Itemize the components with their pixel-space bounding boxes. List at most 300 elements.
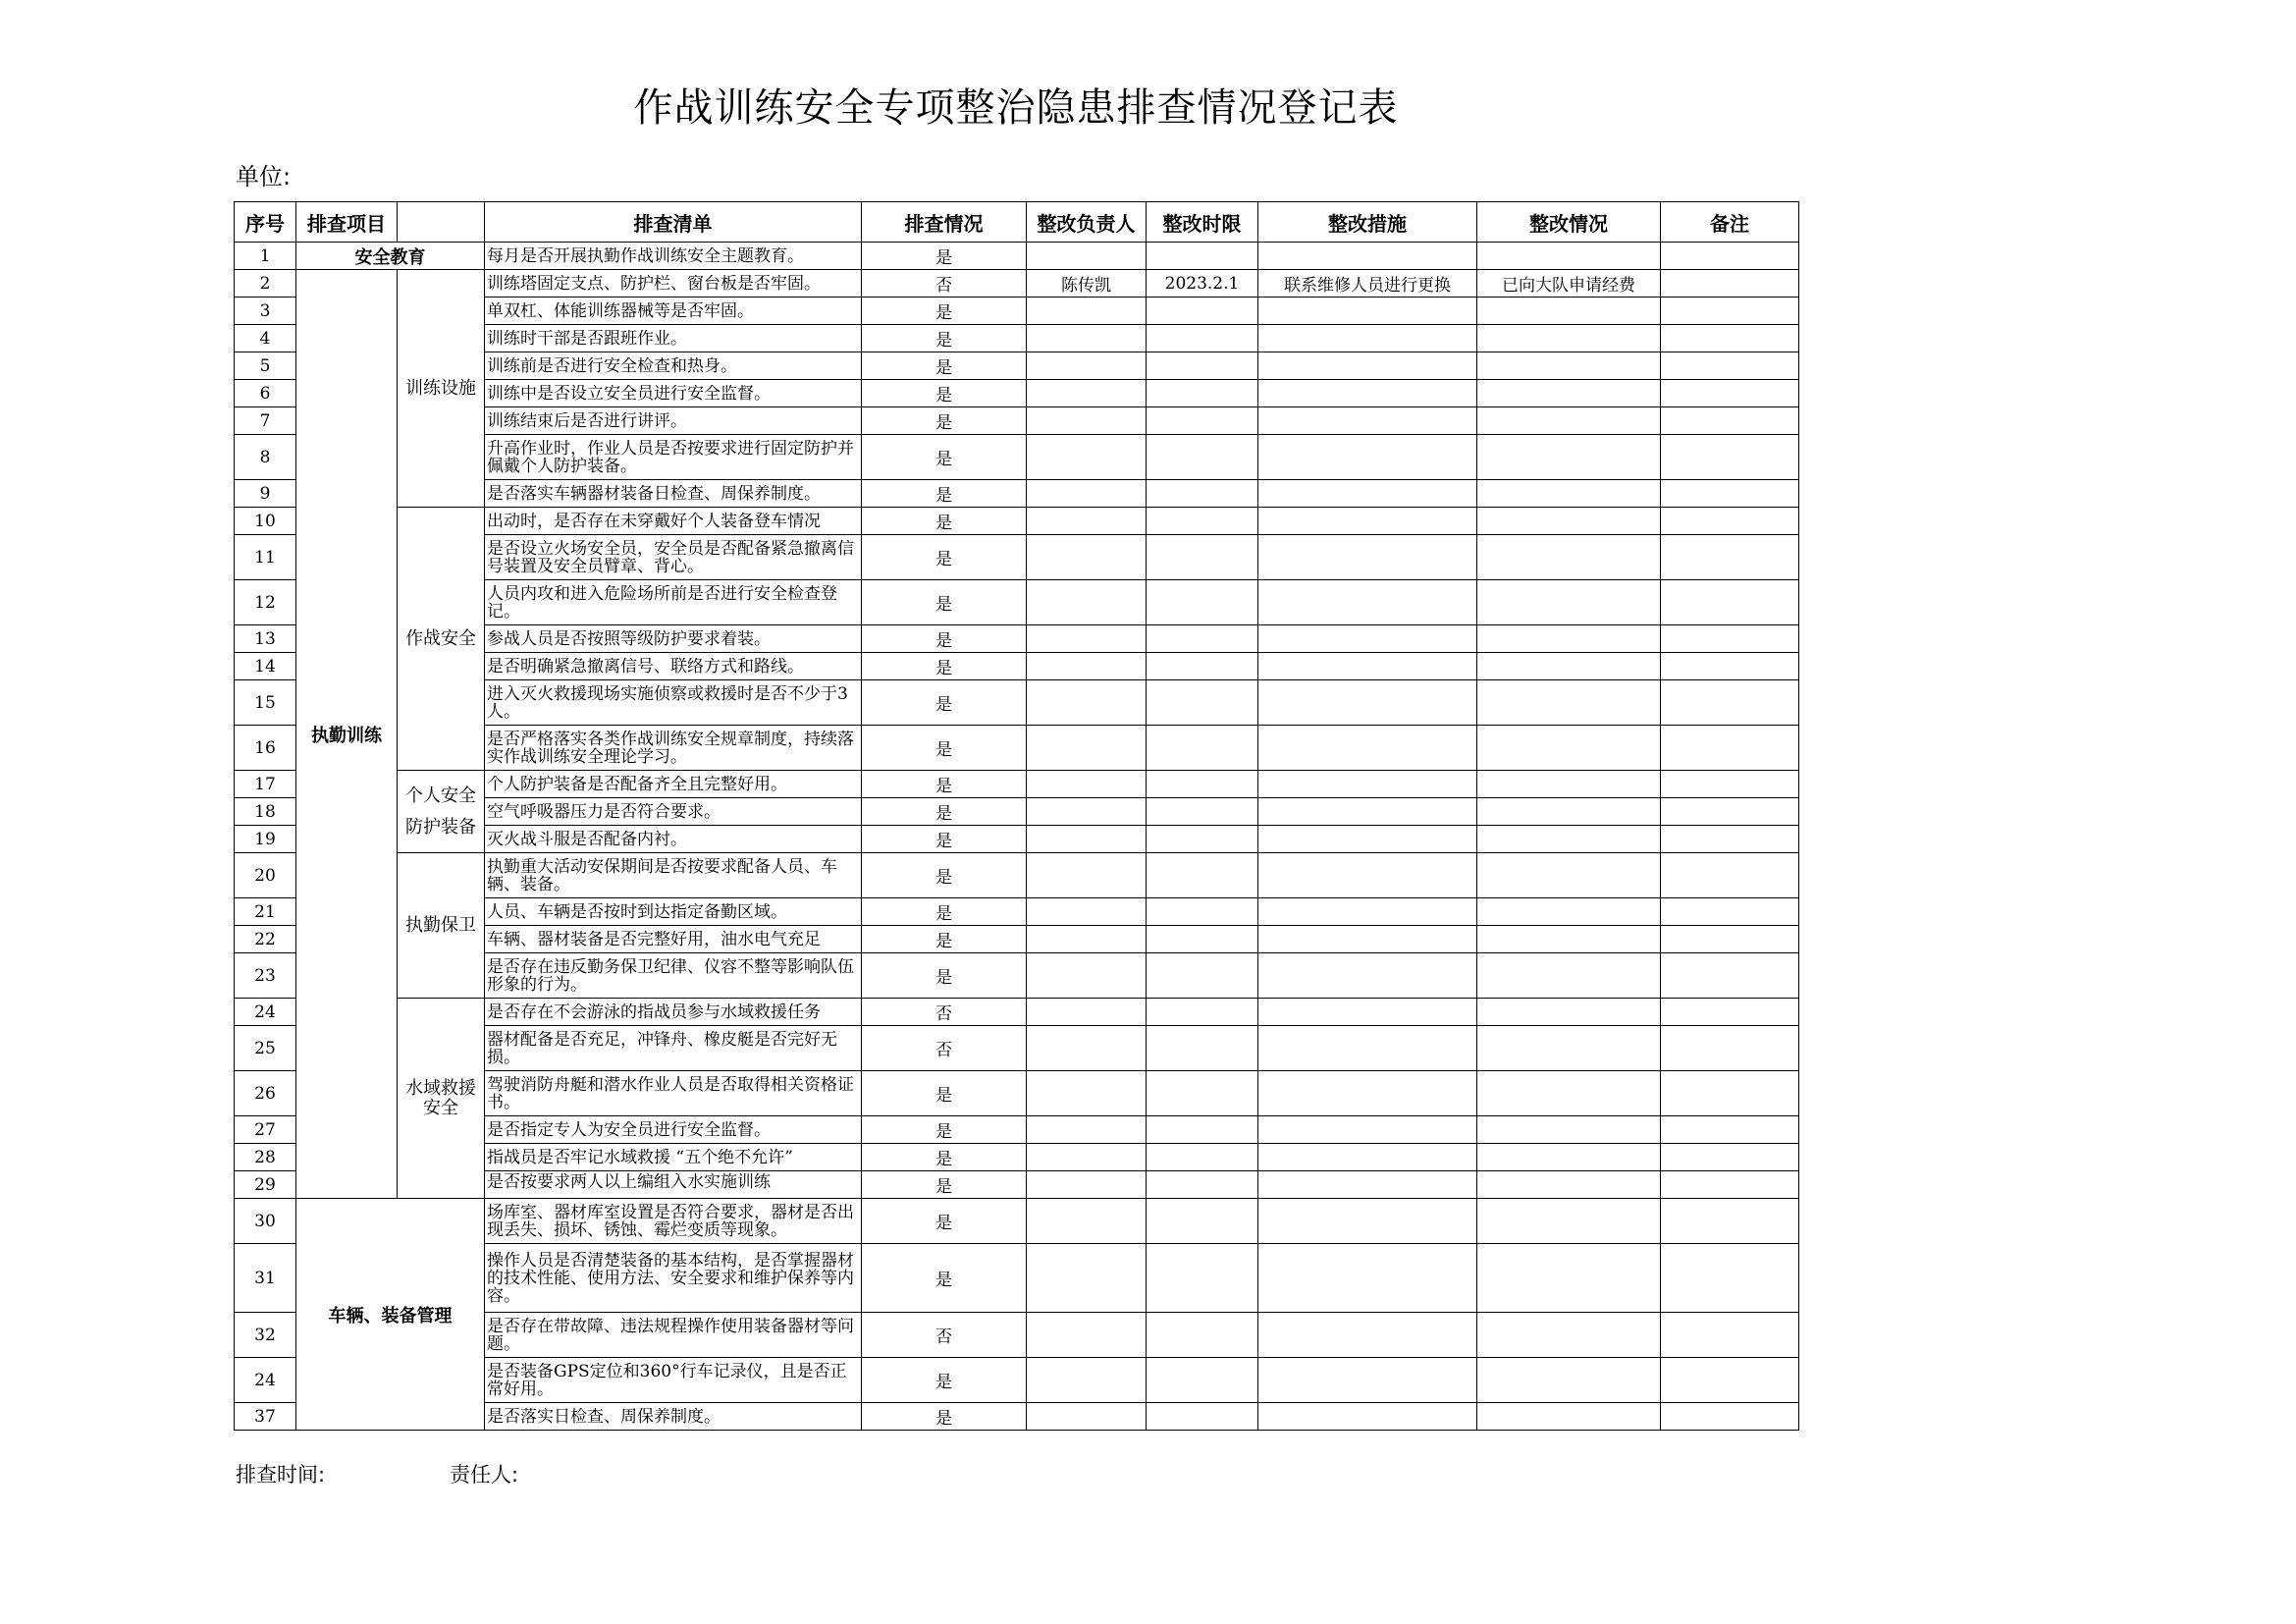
progress-cell	[1477, 1199, 1661, 1244]
progress-cell	[1477, 1403, 1661, 1431]
row-number: 18	[235, 798, 296, 826]
deadline-cell	[1147, 926, 1258, 953]
remark-cell	[1661, 898, 1799, 926]
measure-cell	[1258, 407, 1477, 435]
checklist-item: 训练结束后是否进行讲评。	[485, 407, 862, 435]
row-number: 19	[235, 826, 296, 853]
row-number: 30	[235, 1199, 296, 1244]
status-cell: 否	[862, 1313, 1027, 1358]
progress-cell	[1477, 926, 1661, 953]
progress-cell	[1477, 898, 1661, 926]
measure-cell: 联系维修人员进行更换	[1258, 270, 1477, 298]
person-cell	[1027, 953, 1147, 999]
status-cell: 是	[862, 853, 1027, 898]
person-cell	[1027, 1026, 1147, 1071]
measure-cell	[1258, 480, 1477, 508]
measure-cell	[1258, 653, 1477, 680]
progress-cell	[1477, 1313, 1661, 1358]
deadline-cell	[1147, 726, 1258, 771]
header-measure: 整改措施	[1258, 202, 1477, 243]
remark-cell	[1661, 325, 1799, 352]
deadline-cell	[1147, 1026, 1258, 1071]
remark-cell	[1661, 1313, 1799, 1358]
person-cell	[1027, 407, 1147, 435]
deadline-cell	[1147, 535, 1258, 580]
checklist-item: 是否设立火场安全员，安全员是否配备紧急撤离信号装置及安全员臂章、背心。	[485, 535, 862, 580]
progress-cell	[1477, 826, 1661, 853]
person-cell	[1027, 380, 1147, 407]
remark-cell	[1661, 1403, 1799, 1431]
checklist-item: 训练时干部是否跟班作业。	[485, 325, 862, 352]
remark-cell	[1661, 243, 1799, 270]
deadline-cell	[1147, 1313, 1258, 1358]
status-cell: 是	[862, 1071, 1027, 1116]
category-duty-training: 执勤训练	[296, 270, 398, 1199]
status-cell: 是	[862, 926, 1027, 953]
row-number: 15	[235, 680, 296, 726]
subcategory-water-rescue: 水域救援安全	[398, 999, 485, 1199]
row-number: 21	[235, 898, 296, 926]
progress-cell	[1477, 325, 1661, 352]
person-cell	[1027, 625, 1147, 653]
checklist-item: 训练塔固定支点、防护栏、窗台板是否牢固。	[485, 270, 862, 298]
row-number: 12	[235, 580, 296, 625]
person-cell	[1027, 726, 1147, 771]
person-cell	[1027, 480, 1147, 508]
deadline-cell	[1147, 1199, 1258, 1244]
person-cell	[1027, 325, 1147, 352]
progress-cell	[1477, 1026, 1661, 1071]
deadline-cell	[1147, 826, 1258, 853]
progress-cell	[1477, 352, 1661, 380]
remark-cell	[1661, 771, 1799, 798]
progress-cell	[1477, 1244, 1661, 1313]
row-number: 37	[235, 1403, 296, 1431]
row-number: 16	[235, 726, 296, 771]
checklist-item: 空气呼吸器压力是否符合要求。	[485, 798, 862, 826]
deadline-cell	[1147, 953, 1258, 999]
checklist-item: 场库室、器材库室设置是否符合要求，器材是否出现丢失、损坏、锈蚀、霉烂变质等现象。	[485, 1199, 862, 1244]
deadline-cell	[1147, 580, 1258, 625]
status-cell: 是	[862, 898, 1027, 926]
measure-cell	[1258, 380, 1477, 407]
measure-cell	[1258, 1313, 1477, 1358]
page-title: 作战训练安全专项整治隐患排查情况登记表	[633, 85, 1399, 131]
person-cell	[1027, 898, 1147, 926]
deadline-cell	[1147, 1116, 1258, 1144]
row-number: 11	[235, 535, 296, 580]
measure-cell	[1258, 1403, 1477, 1431]
deadline-cell	[1147, 1071, 1258, 1116]
category-vehicle-management: 车辆、装备管理	[296, 1199, 485, 1431]
deadline-cell	[1147, 999, 1258, 1026]
measure-cell	[1258, 298, 1477, 325]
responsible-label: 责任人:	[450, 1463, 519, 1487]
row-number: 1	[235, 243, 296, 270]
subcategory-ppe	[398, 771, 485, 853]
measure-cell	[1258, 625, 1477, 653]
status-cell: 是	[862, 1244, 1027, 1313]
status-cell: 是	[862, 1116, 1027, 1144]
category-safety-education: 安全教育	[296, 243, 485, 270]
measure-cell	[1258, 1144, 1477, 1171]
header-deadline: 整改时限	[1147, 202, 1258, 243]
checklist-item: 是否按要求两人以上编组入水实施训练	[485, 1171, 862, 1199]
person-cell	[1027, 1071, 1147, 1116]
deadline-cell	[1147, 480, 1258, 508]
progress-cell	[1477, 380, 1661, 407]
deadline-cell	[1147, 625, 1258, 653]
measure-cell	[1258, 1199, 1477, 1244]
row-number: 13	[235, 625, 296, 653]
deadline-cell	[1147, 298, 1258, 325]
measure-cell	[1258, 853, 1477, 898]
checklist-item: 是否存在不会游泳的指战员参与水域救援任务	[485, 999, 862, 1026]
table-row	[235, 508, 1799, 535]
progress-cell	[1477, 771, 1661, 798]
status-cell: 是	[862, 243, 1027, 270]
remark-cell	[1661, 298, 1799, 325]
measure-cell	[1258, 435, 1477, 480]
row-number: 2	[235, 270, 296, 298]
status-cell: 是	[862, 771, 1027, 798]
row-number: 25	[235, 1026, 296, 1071]
person-cell	[1027, 999, 1147, 1026]
checklist-item: 是否装备GPS定位和360°行车记录仪，且是否正常好用。	[485, 1358, 862, 1403]
deadline-cell	[1147, 771, 1258, 798]
row-number: 4	[235, 325, 296, 352]
deadline-cell	[1147, 680, 1258, 726]
checklist-item: 进入灭火救援现场实施侦察或救援时是否不少于3人。	[485, 680, 862, 726]
person-cell	[1027, 298, 1147, 325]
status-cell: 是	[862, 480, 1027, 508]
row-number: 32	[235, 1313, 296, 1358]
measure-cell	[1258, 798, 1477, 826]
status-cell: 是	[862, 380, 1027, 407]
person-cell	[1027, 580, 1147, 625]
progress-cell	[1477, 1071, 1661, 1116]
header-person: 整改负责人	[1027, 202, 1147, 243]
row-number: 22	[235, 926, 296, 953]
deadline-cell	[1147, 352, 1258, 380]
row-number: 27	[235, 1116, 296, 1144]
progress-cell	[1477, 680, 1661, 726]
person-cell	[1027, 1116, 1147, 1144]
progress-cell	[1477, 407, 1661, 435]
measure-cell	[1258, 953, 1477, 999]
deadline-cell	[1147, 653, 1258, 680]
measure-cell	[1258, 898, 1477, 926]
row-number: 24	[235, 1358, 296, 1403]
subcategory-ppe-line1: 个人安全	[405, 785, 476, 806]
remark-cell	[1661, 380, 1799, 407]
header-remark: 备注	[1661, 202, 1799, 243]
remark-cell	[1661, 407, 1799, 435]
status-cell: 是	[862, 953, 1027, 999]
progress-cell	[1477, 853, 1661, 898]
checklist-item: 灭火战斗服是否配备内衬。	[485, 826, 862, 853]
person-cell	[1027, 508, 1147, 535]
table-row	[235, 771, 1799, 798]
checklist-item: 参战人员是否按照等级防护要求着装。	[485, 625, 862, 653]
person-cell	[1027, 826, 1147, 853]
deadline-cell	[1147, 1358, 1258, 1403]
status-cell: 是	[862, 625, 1027, 653]
measure-cell	[1258, 508, 1477, 535]
status-cell: 否	[862, 270, 1027, 298]
status-cell: 是	[862, 726, 1027, 771]
row-number: 10	[235, 508, 296, 535]
measure-cell	[1258, 1116, 1477, 1144]
person-cell	[1027, 771, 1147, 798]
remark-cell	[1661, 1026, 1799, 1071]
person-cell	[1027, 1403, 1147, 1431]
status-cell: 是	[862, 1199, 1027, 1244]
status-cell: 是	[862, 435, 1027, 480]
checklist-item: 个人防护装备是否配备齐全且完整好用。	[485, 771, 862, 798]
person-cell	[1027, 435, 1147, 480]
checklist-item: 是否存在带故障、违法规程操作使用装备器材等问题。	[485, 1313, 862, 1358]
measure-cell	[1258, 1071, 1477, 1116]
deadline-cell	[1147, 853, 1258, 898]
progress-cell	[1477, 435, 1661, 480]
checklist-item: 是否明确紧急撤离信号、联络方式和路线。	[485, 653, 862, 680]
checklist-item: 升高作业时，作业人员是否按要求进行固定防护并佩戴个人防护装备。	[485, 435, 862, 480]
header-sub	[398, 202, 485, 243]
checklist-item: 是否落实日检查、周保养制度。	[485, 1403, 862, 1431]
remark-cell	[1661, 535, 1799, 580]
measure-cell	[1258, 1171, 1477, 1199]
progress-cell	[1477, 535, 1661, 580]
row-number: 6	[235, 380, 296, 407]
remark-cell	[1661, 953, 1799, 999]
status-cell: 是	[862, 680, 1027, 726]
measure-cell	[1258, 680, 1477, 726]
checklist-item: 是否指定专人为安全员进行安全监督。	[485, 1116, 862, 1144]
checklist-item: 器材配备是否充足，冲锋舟、橡皮艇是否完好无损。	[485, 1026, 862, 1071]
header-progress: 整改情况	[1477, 202, 1661, 243]
remark-cell	[1661, 508, 1799, 535]
checklist-item: 是否落实车辆器材装备日检查、周保养制度。	[485, 480, 862, 508]
progress-cell	[1477, 726, 1661, 771]
remark-cell	[1661, 1244, 1799, 1313]
measure-cell	[1258, 325, 1477, 352]
measure-cell	[1258, 1358, 1477, 1403]
progress-cell	[1477, 1171, 1661, 1199]
row-number: 9	[235, 480, 296, 508]
checklist-item: 出动时，是否存在未穿戴好个人装备登车情况	[485, 508, 862, 535]
status-cell: 是	[862, 1358, 1027, 1403]
subcategory-duty-guard: 执勤保卫	[398, 853, 485, 999]
progress-cell	[1477, 1144, 1661, 1171]
progress-cell	[1477, 653, 1661, 680]
status-cell: 是	[862, 1171, 1027, 1199]
table-row	[235, 243, 1799, 270]
header-project: 排查项目	[296, 202, 398, 243]
remark-cell	[1661, 352, 1799, 380]
progress-cell	[1477, 798, 1661, 826]
status-cell: 是	[862, 325, 1027, 352]
row-number: 31	[235, 1244, 296, 1313]
checklist-item: 是否严格落实各类作战训练安全规章制度，持续落实作战训练安全理论学习。	[485, 726, 862, 771]
subcategory-combat-safety: 作战安全	[398, 508, 485, 771]
row-number: 23	[235, 953, 296, 999]
progress-cell	[1477, 1116, 1661, 1144]
person-cell: 陈传凯	[1027, 270, 1147, 298]
header-no: 序号	[235, 202, 296, 243]
row-number: 20	[235, 853, 296, 898]
row-number: 14	[235, 653, 296, 680]
person-cell	[1027, 1144, 1147, 1171]
remark-cell	[1661, 798, 1799, 826]
remark-cell	[1661, 480, 1799, 508]
subcategory-ppe-line2: 防护装备	[405, 816, 476, 838]
checklist-item: 训练前是否进行安全检查和热身。	[485, 352, 862, 380]
remark-cell	[1661, 270, 1799, 298]
checklist-item: 人员、车辆是否按时到达指定备勤区域。	[485, 898, 862, 926]
row-number: 17	[235, 771, 296, 798]
person-cell	[1027, 926, 1147, 953]
person-cell	[1027, 1313, 1147, 1358]
measure-cell	[1258, 580, 1477, 625]
row-number: 28	[235, 1144, 296, 1171]
progress-cell	[1477, 953, 1661, 999]
measure-cell	[1258, 826, 1477, 853]
status-cell: 是	[862, 653, 1027, 680]
deadline-cell	[1147, 1144, 1258, 1171]
progress-cell	[1477, 508, 1661, 535]
row-number: 3	[235, 298, 296, 325]
inspection-table	[234, 201, 1799, 1431]
remark-cell	[1661, 726, 1799, 771]
header-status: 排查情况	[862, 202, 1027, 243]
deadline-cell: 2023.2.1	[1147, 270, 1258, 298]
header-checklist: 排查清单	[485, 202, 862, 243]
remark-cell	[1661, 680, 1799, 726]
progress-cell	[1477, 243, 1661, 270]
measure-cell	[1258, 726, 1477, 771]
checklist-item: 是否存在违反勤务保卫纪律、仪容不整等影响队伍形象的行为。	[485, 953, 862, 999]
table-row	[235, 270, 1799, 298]
measure-cell	[1258, 999, 1477, 1026]
checklist-item: 驾驶消防舟艇和潜水作业人员是否取得相关资格证书。	[485, 1071, 862, 1116]
progress-cell: 已向大队申请经费	[1477, 270, 1661, 298]
check-time-label: 排查时间:	[236, 1463, 326, 1487]
measure-cell	[1258, 352, 1477, 380]
deadline-cell	[1147, 798, 1258, 826]
status-cell: 是	[862, 1144, 1027, 1171]
checklist-item: 执勤重大活动安保期间是否按要求配备人员、车辆、装备。	[485, 853, 862, 898]
remark-cell	[1661, 826, 1799, 853]
status-cell: 否	[862, 1026, 1027, 1071]
deadline-cell	[1147, 1244, 1258, 1313]
progress-cell	[1477, 1358, 1661, 1403]
person-cell	[1027, 853, 1147, 898]
checklist-item: 车辆、器材装备是否完整好用，油水电气充足	[485, 926, 862, 953]
deadline-cell	[1147, 435, 1258, 480]
checklist-item: 每月是否开展执勤作战训练安全主题教育。	[485, 243, 862, 270]
progress-cell	[1477, 580, 1661, 625]
remark-cell	[1661, 625, 1799, 653]
checklist-item: 指战员是否牢记水域救援 “五个绝不允许”	[485, 1144, 862, 1171]
table-row	[235, 853, 1799, 898]
status-cell: 是	[862, 535, 1027, 580]
measure-cell	[1258, 926, 1477, 953]
row-number: 24	[235, 999, 296, 1026]
table-row	[235, 999, 1799, 1026]
deadline-cell	[1147, 898, 1258, 926]
person-cell	[1027, 243, 1147, 270]
remark-cell	[1661, 853, 1799, 898]
measure-cell	[1258, 1026, 1477, 1071]
checklist-item: 训练中是否设立安全员进行安全监督。	[485, 380, 862, 407]
person-cell	[1027, 1171, 1147, 1199]
measure-cell	[1258, 1244, 1477, 1313]
progress-cell	[1477, 480, 1661, 508]
deadline-cell	[1147, 508, 1258, 535]
deadline-cell	[1147, 325, 1258, 352]
measure-cell	[1258, 243, 1477, 270]
deadline-cell	[1147, 1403, 1258, 1431]
header-row	[235, 202, 1799, 243]
progress-cell	[1477, 999, 1661, 1026]
row-number: 26	[235, 1071, 296, 1116]
measure-cell	[1258, 771, 1477, 798]
remark-cell	[1661, 1199, 1799, 1244]
person-cell	[1027, 1244, 1147, 1313]
progress-cell	[1477, 298, 1661, 325]
status-cell: 是	[862, 826, 1027, 853]
person-cell	[1027, 653, 1147, 680]
status-cell: 否	[862, 999, 1027, 1026]
remark-cell	[1661, 1116, 1799, 1144]
checklist-item: 操作人员是否清楚装备的基本结构，是否掌握器材的技术性能、使用方法、安全要求和维护保养等内容。	[485, 1244, 862, 1313]
unit-label: 单位:	[236, 163, 292, 190]
person-cell	[1027, 535, 1147, 580]
deadline-cell	[1147, 243, 1258, 270]
status-cell: 是	[862, 798, 1027, 826]
row-number: 29	[235, 1171, 296, 1199]
subcategory-training-facility: 训练设施	[398, 270, 485, 508]
person-cell	[1027, 680, 1147, 726]
status-cell: 是	[862, 352, 1027, 380]
deadline-cell	[1147, 1171, 1258, 1199]
remark-cell	[1661, 999, 1799, 1026]
deadline-cell	[1147, 407, 1258, 435]
checklist-item: 人员内攻和进入危险场所前是否进行安全检查登记。	[485, 580, 862, 625]
person-cell	[1027, 798, 1147, 826]
remark-cell	[1661, 580, 1799, 625]
remark-cell	[1661, 1358, 1799, 1403]
remark-cell	[1661, 653, 1799, 680]
status-cell: 是	[862, 407, 1027, 435]
status-cell: 是	[862, 298, 1027, 325]
status-cell: 是	[862, 1403, 1027, 1431]
row-number: 7	[235, 407, 296, 435]
person-cell	[1027, 1199, 1147, 1244]
remark-cell	[1661, 435, 1799, 480]
progress-cell	[1477, 625, 1661, 653]
status-cell: 是	[862, 508, 1027, 535]
deadline-cell	[1147, 380, 1258, 407]
person-cell	[1027, 1358, 1147, 1403]
checklist-item: 单双杠、体能训练器械等是否牢固。	[485, 298, 862, 325]
remark-cell	[1661, 1071, 1799, 1116]
remark-cell	[1661, 1171, 1799, 1199]
person-cell	[1027, 352, 1147, 380]
remark-cell	[1661, 926, 1799, 953]
row-number: 5	[235, 352, 296, 380]
